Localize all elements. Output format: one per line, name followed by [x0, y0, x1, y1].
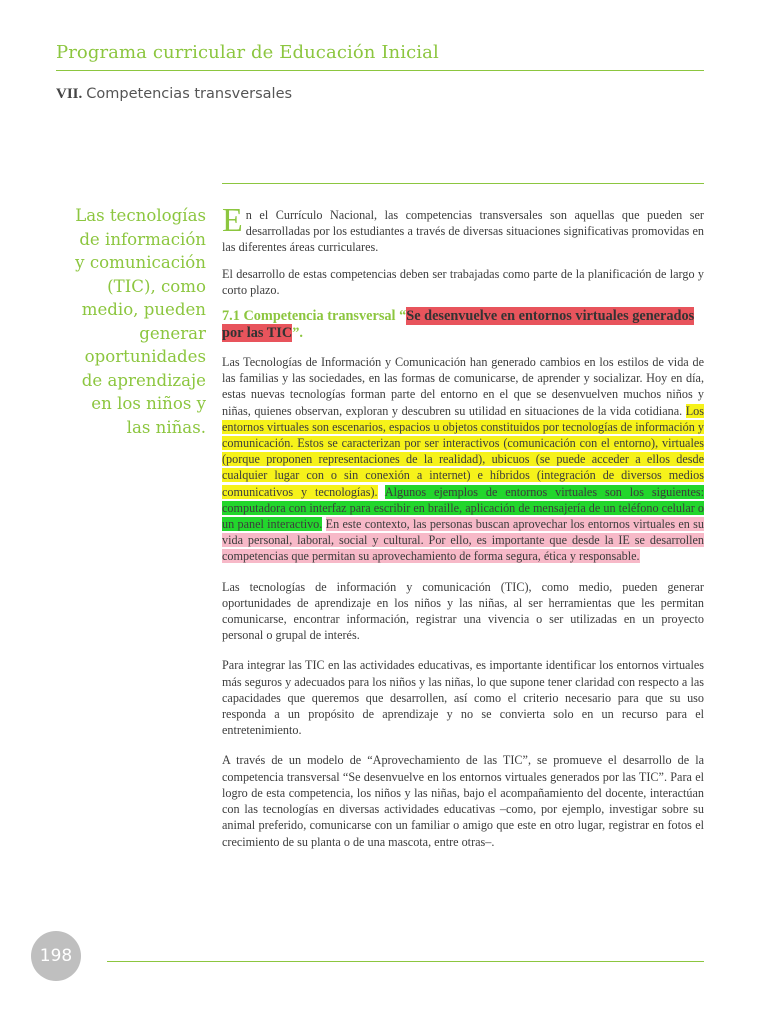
- content-divider: [222, 183, 704, 184]
- pull-quote-line: y comunicación: [75, 253, 206, 272]
- intro-paragraph: [222, 202, 704, 256]
- section-number: VII.: [56, 86, 83, 102]
- yellow-highlight: Los entornos virtuales son escenarios, espacios u objetos constituidos por tecnologías de información y comunicación. Estos se caracterizan por ser interactivos (comunicación con el entorno), virtuales (porque proponen representaciones de la realidad), ubicuos (se puede acceder a ellos desde cualquier lugar con o sin conexión a internet) e híbridos (integración de diversos medios comunicativos y tecnologías).: [222, 403, 705, 499]
- pull-quote: [58, 204, 206, 439]
- header-divider: [56, 70, 704, 71]
- pull-quote-line: medio, pueden: [81, 300, 206, 319]
- pull-quote-line: de información: [79, 229, 206, 249]
- page-number-badge: 198: [31, 931, 81, 981]
- highlighted-paragraph: [222, 354, 704, 565]
- pull-quote-line: Las tecnologías: [75, 206, 206, 225]
- subsection-suffix: ”.: [292, 325, 303, 342]
- pull-quote-line: oportunidades: [84, 347, 206, 366]
- drop-cap: E: [222, 202, 243, 239]
- pull-quote-line: generar: [139, 323, 206, 343]
- pull-quote-line: en los niños y: [91, 394, 206, 413]
- main-content: [222, 202, 705, 860]
- footer-divider: [107, 961, 704, 962]
- section-heading: [56, 86, 292, 103]
- document-header-title: Programa curricular de Educación Inicial: [56, 42, 439, 63]
- subsection-prefix: 7.1 Competencia transversal “: [222, 308, 407, 325]
- pull-quote-line: las niñas.: [126, 417, 206, 437]
- paragraph: Las tecnologías de información y comunicación (TIC), como medio, pueden generar oportunidades de aprendizaje en los niños y las niñas, al ser herramientas que les permitan comunicarse, encontrar información, registrar una vivencia o ser utilizadas en un proyecto personal o grupal de interés.: [222, 579, 704, 643]
- pink-highlight: En este contexto, las personas buscan aprovechar los entornos virtuales en su vida personal, laboral, social y cultural. Por ello, es importante que desde la IE se desarrollen competencias que permitan su aprovechamiento de forma segura, ética y responsable.: [222, 517, 704, 564]
- section-title: Competencias transversales: [86, 86, 293, 102]
- intro-text: n el Currículo Nacional, las competencias transversales son aquellas que pueden ser desarrolladas por los estudiantes a través de diversas situaciones significativas promovidas en las diferentes áreas curriculares.: [222, 208, 704, 255]
- red-highlight: Se desenvuelve en entornos virtuales generados por las TIC: [222, 308, 695, 342]
- paragraph: Para integrar las TIC en las actividades educativas, es importante identificar los entornos virtuales más seguros y adecuados para los niños y las niñas, lo que supone tener claridad con respecto a las capacidades que queremos que desarrollen, así como el criterio necesario para que su uso responda a un propósito de aprendizaje y no se convierta solo en un recurso para el entretenimiento.: [222, 658, 704, 738]
- green-highlight: Algunos ejemplos de entornos virtuales son los siguientes: computadora con interfaz para escribir en braille, aplicación de mensajería de un teléfono celular o un panel interactivo.: [222, 484, 705, 532]
- paragraph: A través de un modelo de “Aprovechamiento de las TIC”, se promueve el desarrollo de la competencia transversal “Se desenvuelve en los entornos virtuales generados por las TIC”. Para el logro de esta competencia, los niños y las niñas, bajo el acompañamiento del docente, interactúan con las tecnologías en diversas actividades educativas –como, por ejemplo, investigar sobre su animal preferido, comunicarse con un familiar o amigo que este en otro lugar, registrar en fotos el crecimiento de su planta o de una mascota, entre otras–.: [222, 753, 704, 849]
- paragraph-text: Las Tecnologías de Información y Comunicación han generado cambios en los estilos de vida de las familias y las sociedades, en las formas de comunicarse, de aprender y socializar. Hoy en día, estas nuevas tecnologías forman parte del entorno en el que se desenvuelven muchos niños y niñas, quienes observan, exploran y descubren su utilidad en situaciones de la vida cotidiana.: [222, 355, 704, 418]
- subsection-heading: [222, 308, 704, 342]
- pull-quote-line: de aprendizaje: [81, 370, 206, 390]
- paragraph: El desarrollo de estas competencias deben ser trabajadas como parte de la planificación de largo y corto plazo.: [222, 266, 704, 297]
- pull-quote-line: (TIC), como: [107, 276, 206, 296]
